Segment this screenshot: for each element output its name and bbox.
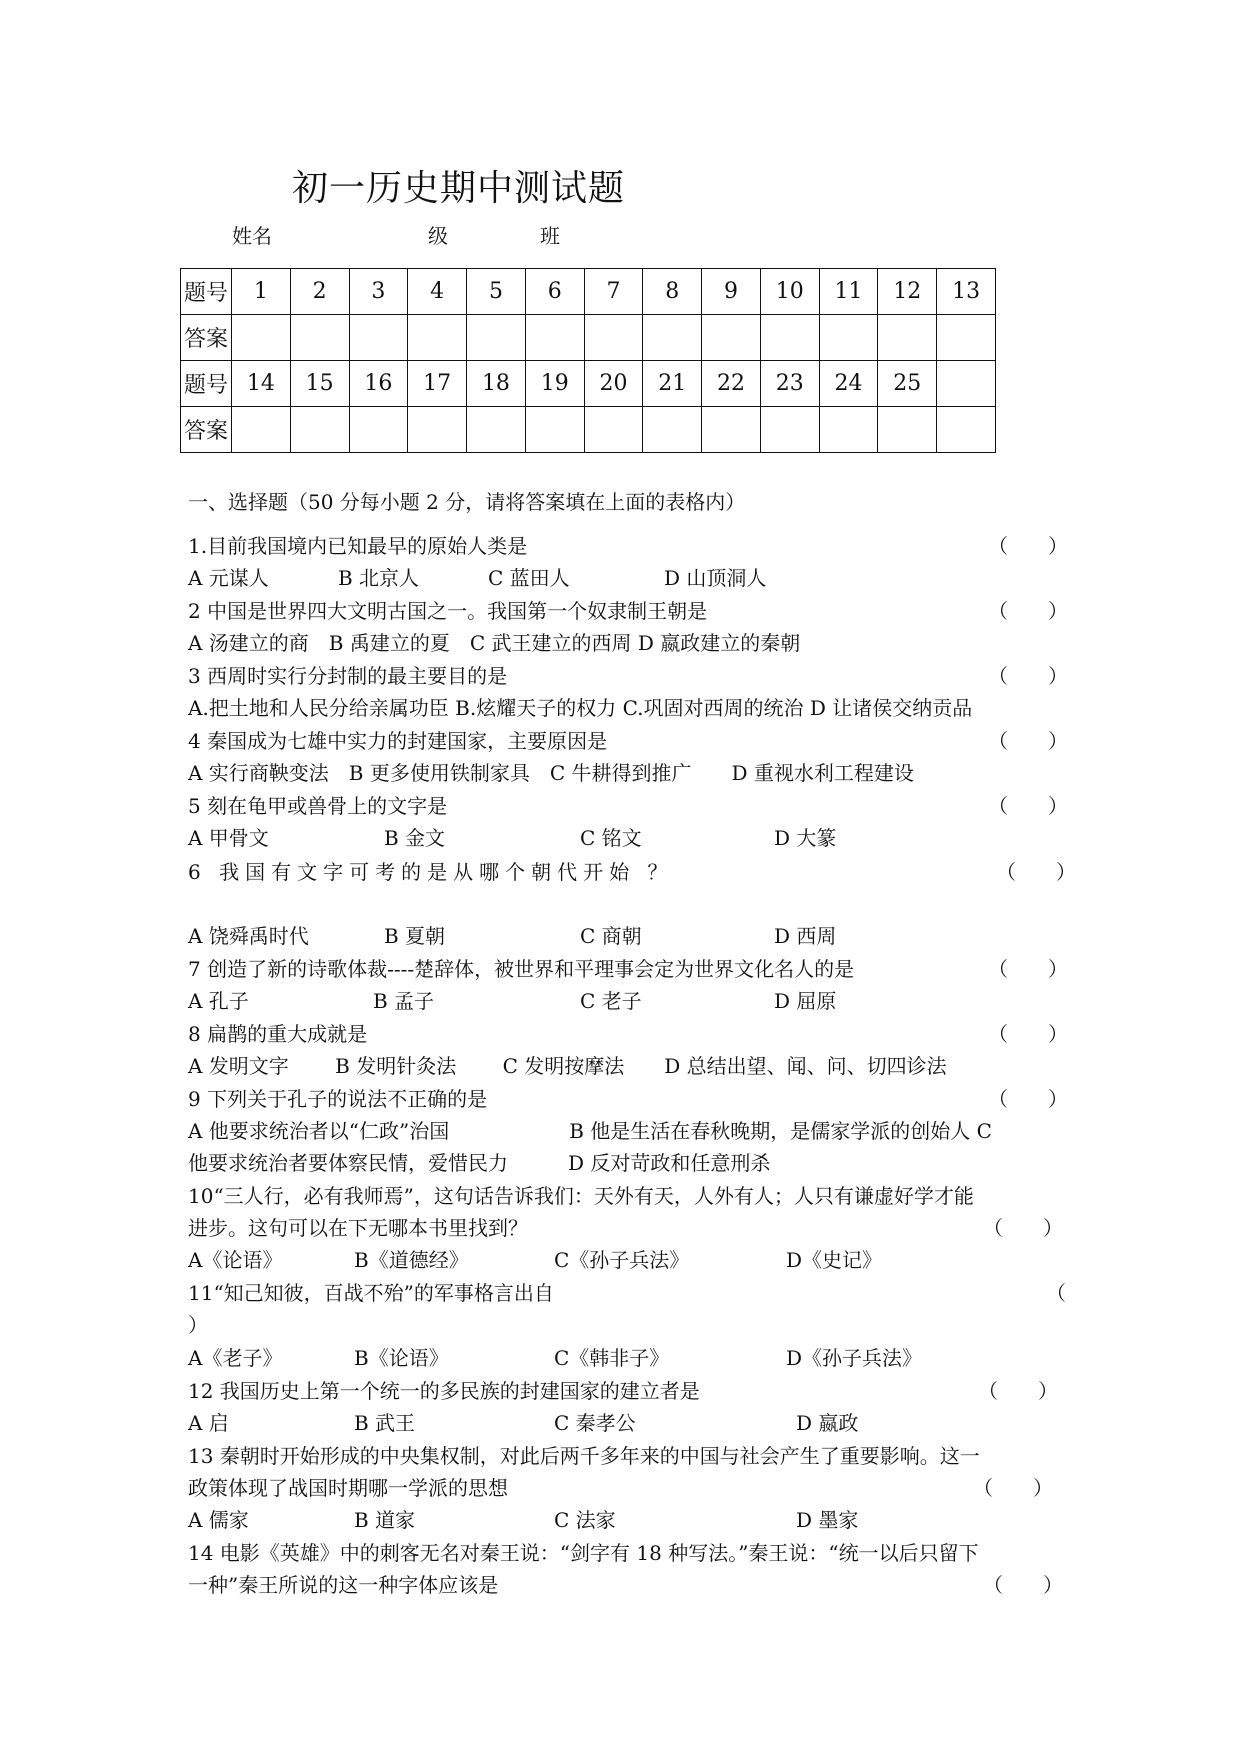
question-number-cell: 23 (760, 361, 819, 407)
table-row (181, 361, 996, 407)
answer-bracket: （ ） (988, 729, 1068, 753)
options-13 (188, 1504, 1068, 1536)
answer-cell[interactable] (467, 407, 526, 453)
option-line: 他要求统治者要体察民情，爱惜民力 D 反对苛政和任意刑杀 (188, 1151, 771, 1175)
answer-cell[interactable] (702, 407, 761, 453)
answer-cell[interactable] (760, 315, 819, 361)
option-d: D《史记》 (786, 1248, 883, 1272)
class-label: 班 (540, 224, 560, 248)
options-6 (188, 920, 1068, 952)
question-text: 10“三人行，必有我师焉”，这句话告诉我们：天外有天，人外有人；人只有谦虚好学才能 (188, 1184, 974, 1208)
answer-cell[interactable] (349, 407, 408, 453)
question-number-cell: 15 (290, 361, 349, 407)
option-a: A《论语》 (188, 1248, 283, 1272)
question-number-cell: 22 (702, 361, 761, 407)
question-text-cont: 政策体现了战国时期哪一学派的思想 (188, 1476, 508, 1500)
answer-bracket: （ ） (988, 794, 1068, 818)
option-a: A 启 (188, 1411, 229, 1435)
answer-cell[interactable] (702, 315, 761, 361)
options-11 (188, 1342, 1068, 1374)
option-c: C 法家 (554, 1508, 616, 1532)
option-a: A 儒家 (188, 1508, 249, 1532)
question-number-cell: 18 (467, 361, 526, 407)
question-number-cell: 20 (584, 361, 643, 407)
question-text: 14 电影《英雄》中的刺客无名对秦王说：“剑字有 18 种写法。”秦王说：“统一以后只留下 (188, 1541, 979, 1565)
answer-bracket-open: （ (1046, 1281, 1066, 1305)
name-label: 姓名 (232, 224, 272, 248)
answer-cell[interactable] (878, 407, 937, 453)
question-13-cont (188, 1472, 1068, 1504)
question-number-cell: 4 (408, 269, 467, 315)
option-a: A 元谋人 (188, 566, 269, 590)
question-number-cell: 17 (408, 361, 467, 407)
option-b: B 夏朝 (384, 924, 446, 948)
answer-cell[interactable] (232, 315, 291, 361)
question-number-cell: 12 (878, 269, 937, 315)
answer-bracket: （ ） (988, 534, 1068, 558)
option-b: B 孟子 (373, 989, 435, 1013)
question-number-cell: 14 (232, 361, 291, 407)
question-text: 9 下列关于孔子的说法不正确的是 (188, 1087, 488, 1111)
question-text: 11“知己知彼，百战不殆”的军事格言出自 (188, 1281, 554, 1305)
question-10 (188, 1180, 1068, 1212)
question-number-cell: 24 (819, 361, 878, 407)
question-text: 6 我国有文字可考的是从哪个朝代开始 ？ (188, 860, 674, 884)
answer-cell[interactable] (467, 315, 526, 361)
option-a: A 饶舜禹时代 (188, 924, 309, 948)
label-answer: 答案 (181, 315, 232, 361)
question-1 (188, 530, 1068, 562)
option-d: D 屈原 (774, 989, 837, 1013)
option-a: A 甲骨文 (188, 826, 269, 850)
question-number-cell: 7 (584, 269, 643, 315)
options-4 (188, 757, 1068, 789)
answer-bracket: （ ） (983, 1216, 1063, 1240)
options-8 (188, 1050, 1068, 1082)
option-a: A 孔子 (188, 989, 249, 1013)
table-row (181, 407, 996, 453)
question-2 (188, 595, 1068, 627)
table-row (181, 315, 996, 361)
option-c: C 秦孝公 (554, 1411, 636, 1435)
answer-cell[interactable] (878, 315, 937, 361)
question-text: 12 我国历史上第一个统一的多民族的封建国家的建立者是 (188, 1379, 700, 1403)
option-c: C《孙子兵法》 (554, 1248, 690, 1272)
answer-table (180, 268, 996, 453)
option-b: B《论语》 (354, 1346, 449, 1370)
option-line: A.把土地和人民分给亲属功臣 B.炫耀天子的权力 C.巩固对西周的统治 D 让诸侯交纳贡品 (188, 696, 973, 720)
question-number-cell: 3 (349, 269, 408, 315)
options-1 (188, 562, 1068, 594)
question-14 (188, 1537, 1068, 1569)
answer-bracket: （ ） (978, 1379, 1058, 1403)
question-5 (188, 790, 1068, 822)
section-title: 一、选择题（50 分每小题 2 分，请将答案填在上面的表格内） (188, 490, 746, 514)
question-number-cell: 6 (525, 269, 584, 315)
question-number-cell: 8 (643, 269, 702, 315)
options-2 (188, 627, 1068, 659)
question-text: 2 中国是世界四大文明古国之一。我国第一个奴隶制王朝是 (188, 599, 708, 623)
option-line: A 实行商鞅变法 B 更多使用铁制家具 C 牛耕得到推广 D 重视水利工程建设 (188, 761, 914, 785)
answer-cell[interactable] (937, 315, 996, 361)
answer-bracket: （ ） (988, 664, 1068, 688)
label-answer: 答案 (181, 407, 232, 453)
answer-bracket: （ ） (988, 1022, 1068, 1046)
question-number-cell: 21 (643, 361, 702, 407)
label-question-number: 题号 (181, 361, 232, 407)
question-4 (188, 725, 1068, 757)
answer-cell[interactable] (819, 407, 878, 453)
question-text: 1.目前我国境内已知最早的原始人类是 (188, 534, 528, 558)
option-b: B 金文 (384, 826, 446, 850)
question-number-cell: 1 (232, 269, 291, 315)
label-question-number: 题号 (181, 269, 232, 315)
options-7 (188, 985, 1068, 1017)
option-c: C 蓝田人 (488, 566, 570, 590)
option-d: D 大篆 (774, 826, 837, 850)
option-b: B 武王 (354, 1411, 416, 1435)
question-number-cell: 19 (525, 361, 584, 407)
option-b: B《道德经》 (354, 1248, 469, 1272)
question-text: 4 秦国成为七雄中实力的封建国家，主要原因是 (188, 729, 608, 753)
question-10-cont (188, 1212, 1068, 1244)
answer-bracket: （ ） (988, 1087, 1068, 1111)
question-text: 13 秦朝时开始形成的中央集权制，对此后两千多年来的中国与社会产生了重要影响。这一 (188, 1444, 980, 1468)
answer-cell[interactable] (408, 407, 467, 453)
option-c: C《韩非子》 (554, 1346, 670, 1370)
options-9-line-2 (188, 1147, 1068, 1179)
page-title: 初一历史期中测试题 (292, 168, 626, 209)
options-12 (188, 1407, 1068, 1439)
question-text: 3 西周时实行分封制的最主要目的是 (188, 664, 508, 688)
question-text-cont: 一种”秦王所说的这一种字体应该是 (188, 1573, 499, 1597)
question-number-cell: 25 (878, 361, 937, 407)
option-line: A 汤建立的商 B 禹建立的夏 C 武王建立的西周 D 嬴政建立的秦朝 (188, 631, 801, 655)
grade-label: 级 (428, 224, 448, 248)
answer-bracket: （ ） (988, 599, 1068, 623)
answer-bracket-close: ） (188, 1313, 208, 1337)
question-text: 7 创造了新的诗歌体裁----楚辞体，被世界和平理事会定为世界文化名人的是 (188, 957, 855, 981)
question-11 (188, 1277, 1068, 1309)
answer-cell[interactable] (584, 407, 643, 453)
question-number-cell: 10 (760, 269, 819, 315)
option-b: B 北京人 (338, 566, 420, 590)
question-12 (188, 1375, 1068, 1407)
options-3 (188, 692, 1068, 724)
answer-cell[interactable] (819, 315, 878, 361)
answer-cell[interactable] (643, 315, 702, 361)
answer-cell[interactable] (232, 407, 291, 453)
answer-cell[interactable] (584, 315, 643, 361)
question-7 (188, 953, 1068, 985)
option-d: D 嬴政 (796, 1411, 859, 1435)
answer-bracket: （ ） (996, 860, 1076, 884)
options-10 (188, 1244, 1068, 1276)
option-c: C 铭文 (580, 826, 642, 850)
answer-cell[interactable] (290, 315, 349, 361)
answer-cell[interactable] (525, 315, 584, 361)
answer-cell[interactable] (643, 407, 702, 453)
option-d: D 墨家 (796, 1508, 859, 1532)
option-line: A 他要求统治者以“仁政”治国 B 他是生活在春秋晚期，是儒家学派的创始人 C (188, 1119, 992, 1143)
question-number-cell (937, 361, 996, 407)
answer-cell[interactable] (937, 407, 996, 453)
question-number-cell: 5 (467, 269, 526, 315)
question-9 (188, 1083, 1068, 1115)
answer-bracket: （ ） (983, 1573, 1063, 1597)
answer-cell[interactable] (525, 407, 584, 453)
answer-bracket: （ ） (988, 957, 1068, 981)
answer-bracket: （ ） (973, 1476, 1053, 1500)
option-d: D《孙子兵法》 (786, 1346, 923, 1370)
option-d: D 山顶洞人 (664, 566, 767, 590)
option-b: B 道家 (354, 1508, 416, 1532)
question-8 (188, 1018, 1068, 1050)
question-13 (188, 1440, 1068, 1472)
option-d: D 西周 (774, 924, 837, 948)
options-9-line-1 (188, 1115, 1068, 1147)
question-text: 5 刻在龟甲或兽骨上的文字是 (188, 794, 448, 818)
question-11-cont (188, 1309, 1068, 1341)
option-c: C 老子 (580, 989, 642, 1013)
option-c: C 商朝 (580, 924, 642, 948)
answer-cell[interactable] (349, 315, 408, 361)
option-a: A《老子》 (188, 1346, 283, 1370)
question-number-cell: 11 (819, 269, 878, 315)
answer-cell[interactable] (408, 315, 467, 361)
table-row (181, 269, 996, 315)
question-number-cell: 13 (937, 269, 996, 315)
question-3 (188, 660, 1068, 692)
answer-cell[interactable] (290, 407, 349, 453)
question-number-cell: 16 (349, 361, 408, 407)
question-6 (188, 856, 1076, 888)
option-line: A 发明文字 B 发明针灸法 C 发明按摩法 D 总结出望、闻、问、切四诊法 (188, 1054, 947, 1078)
question-14-cont (188, 1569, 1068, 1601)
question-number-cell: 2 (290, 269, 349, 315)
question-number-cell: 9 (702, 269, 761, 315)
answer-cell[interactable] (760, 407, 819, 453)
question-text-cont: 进步。这句可以在下无哪本书里找到？ (188, 1216, 528, 1240)
question-text: 8 扁鹊的重大成就是 (188, 1022, 368, 1046)
options-5 (188, 822, 1068, 854)
